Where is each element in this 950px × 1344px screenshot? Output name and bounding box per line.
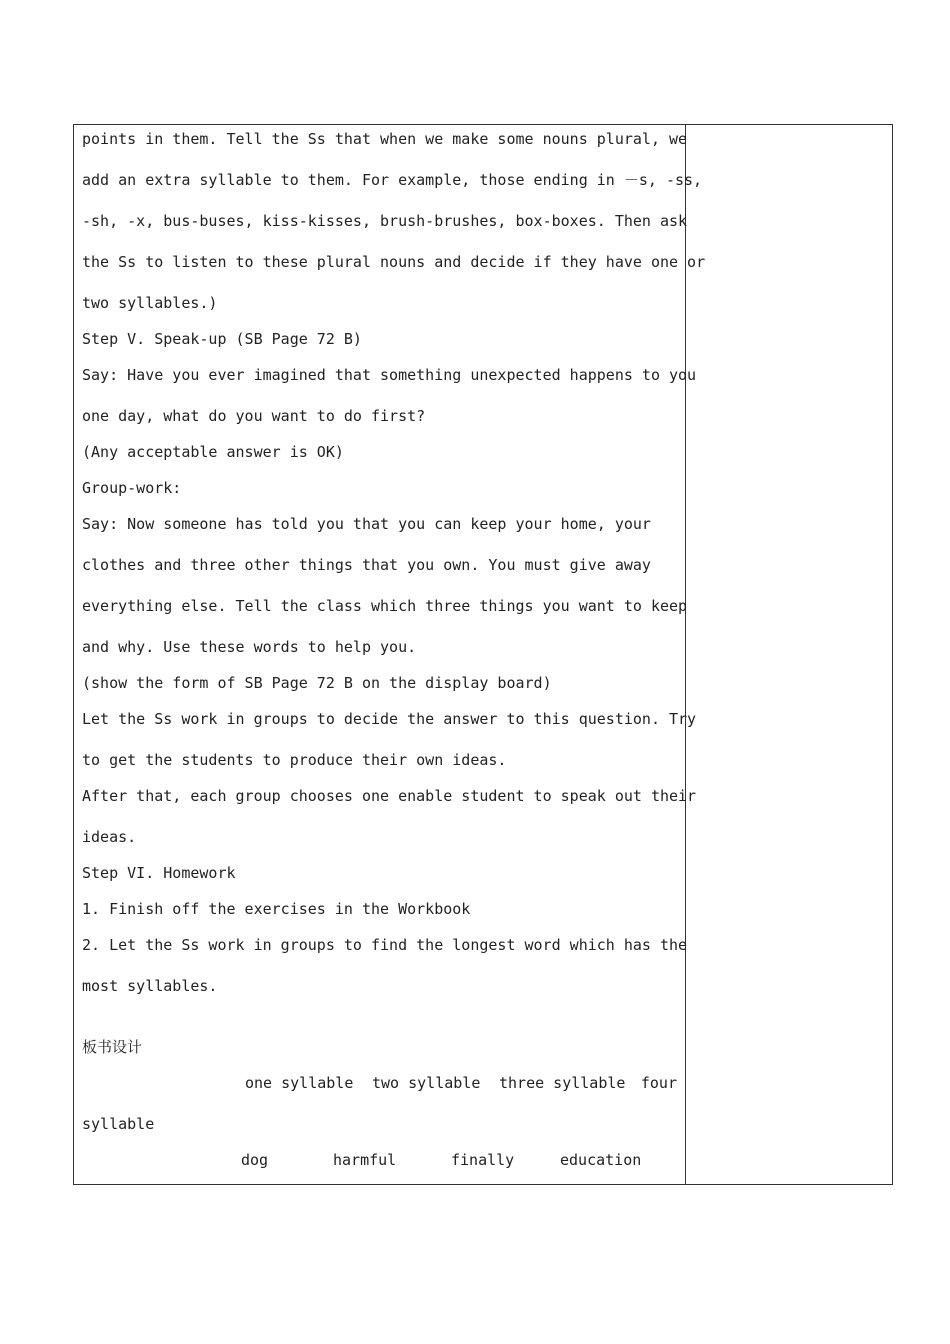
step-heading: Step VI. Homework — [82, 864, 236, 882]
text-line: to get the students to produce their own ideas. — [82, 751, 507, 769]
text-line: Group-work: — [82, 479, 182, 497]
text-line: one day, what do you want to do first? — [82, 407, 426, 425]
text-line: add an extra syllable to them. For example, those ending in －s, -ss, — [82, 171, 703, 189]
text-line: 1. Finish off the exercises in the Workbook — [82, 900, 471, 918]
board-header-wrap: syllable — [82, 1115, 155, 1133]
board-example-row — [82, 1150, 677, 1170]
text-line: most syllables. — [82, 977, 218, 995]
text-line: Say: Now someone has told you that you can keep your home, your — [82, 515, 651, 533]
text-line: -sh, -x, bus-buses, kiss-kisses, brush-brushes, box-boxes. Then ask — [82, 212, 688, 230]
text-line: two syllables.) — [82, 294, 218, 312]
text-line: Say: Have you ever imagined that something unexpected happens to you — [82, 366, 697, 384]
text-line: points in them. Tell the Ss that when we make some nouns plural, we — [82, 130, 688, 148]
procedure-cell — [82, 125, 706, 1184]
text-line: 2. Let the Ss work in groups to find the longest word which has the — [82, 936, 688, 954]
board-example: education — [560, 1151, 642, 1169]
board-example: finally — [451, 1151, 515, 1169]
board-example: dog — [241, 1151, 269, 1169]
text-line: everything else. Tell the class which three things you want to keep — [82, 597, 688, 615]
text-line: and why. Use these words to help you. — [82, 638, 417, 656]
board-example: harmful — [333, 1151, 397, 1169]
text-line: clothes and three other things that you own. You must give away — [82, 556, 651, 574]
board-header: four — [640, 1074, 677, 1092]
column-divider — [685, 125, 686, 1184]
board-header: three syllable — [499, 1074, 626, 1092]
text-line: (show the form of SB Page 72 B on the display board) — [82, 674, 552, 692]
text-line: the Ss to listen to these plural nouns and decide if they have one or — [82, 253, 706, 271]
board-design-title: 板书设计 — [82, 1038, 143, 1056]
board-header: one syllable — [245, 1074, 354, 1092]
board-header: two syllable — [372, 1074, 481, 1092]
lesson-plan-table — [73, 124, 893, 1185]
board-header-row — [82, 1073, 677, 1093]
step-heading: Step V. Speak-up (SB Page 72 B) — [82, 330, 362, 348]
text-line: Let the Ss work in groups to decide the answer to this question. Try — [82, 710, 697, 728]
text-line: (Any acceptable answer is OK) — [82, 443, 344, 461]
text-line: ideas. — [82, 828, 137, 846]
text-line: After that, each group chooses one enable student to speak out their — [82, 787, 697, 805]
